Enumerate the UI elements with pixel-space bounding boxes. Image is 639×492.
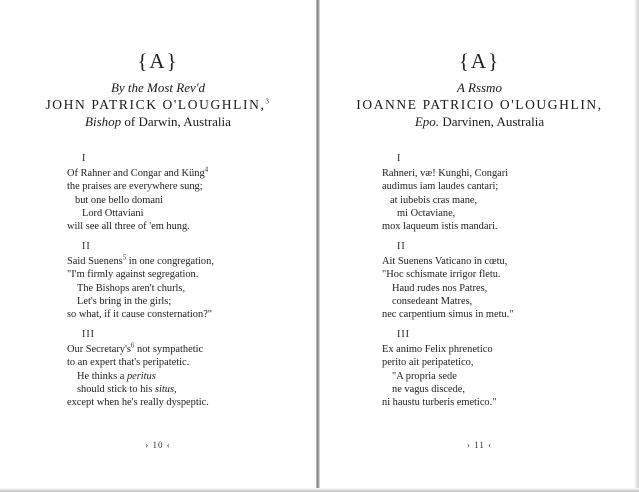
stanza-2: [67, 240, 214, 321]
verse-line: [67, 383, 209, 396]
verse-text: Our Secretary's: [67, 344, 131, 356]
stanza-numeral: I: [82, 153, 87, 164]
verse-line: "A propria sede: [392, 370, 457, 382]
verse-line: at iubebis cras mane,: [390, 194, 478, 206]
right-page: [320, 0, 639, 492]
verse-line: mi Octaviane,: [397, 207, 456, 219]
author-title: [320, 114, 639, 130]
verse-italic: situs,: [154, 383, 177, 395]
footnote-ref: 6: [130, 341, 135, 350]
stanza-2: [382, 240, 514, 321]
stanza-numeral: II: [82, 241, 91, 252]
verse-text: should stick to his: [77, 383, 155, 395]
verse-line: Ex animo Felix phrenetico: [382, 344, 493, 356]
verse-line: [67, 343, 209, 356]
author-title: [0, 114, 316, 130]
verse-line: but one bello domani: [75, 194, 164, 206]
verse-line: The Bishops aren't churls,: [77, 282, 186, 294]
author-title-rest: of Darwin, Australia: [121, 114, 231, 129]
author-name: [0, 97, 316, 113]
stanza-1: [382, 152, 508, 233]
author-byline: A Rssmo: [457, 80, 502, 95]
verse-line: to an expert that's peripatetic.: [67, 357, 190, 369]
stanza-numeral: II: [397, 241, 406, 252]
verse-text: not sympathetic: [134, 344, 204, 356]
verse-line: "I'm firmly against segregation.: [67, 269, 199, 281]
page-edge-shadow: [634, 0, 639, 492]
verse-line: Lord Ottaviani: [82, 207, 144, 219]
stanza-1: [67, 152, 208, 233]
verse-text: in one congregation,: [126, 256, 214, 268]
verse-line: Ait Suenens Vaticano in cœtu,: [382, 256, 508, 268]
verse-line: Let's bring in the girls;: [77, 295, 172, 307]
author-title-italic: Bishop: [85, 114, 122, 129]
footnote-ref: 3: [265, 97, 271, 106]
page-bottom-shadow: [0, 488, 639, 492]
verse-line: Haud rudes nos Patres,: [392, 282, 488, 294]
stanza-numeral: III: [397, 329, 410, 340]
author-name: IOANNE PATRICIO O'LOUGHLIN,: [356, 97, 603, 112]
verse-line: consedeant Matres,: [392, 295, 473, 307]
verse-line: ni haustu turberis emetico.": [382, 397, 497, 409]
author-name-text: JOHN PATRICK O'LOUGHLIN,: [45, 97, 266, 112]
verse-line: [67, 255, 214, 268]
footnote-ref: 4: [204, 165, 209, 174]
verse-text: Of Rahner and Congar and Küng: [67, 168, 205, 180]
stanza-numeral: III: [82, 329, 95, 340]
page-number: › 10 ‹: [145, 440, 171, 450]
verse-line: the praises are everywhere sung;: [67, 181, 203, 193]
verse-line: ne vagus discede,: [392, 383, 465, 395]
footnote-ref: 5: [122, 253, 127, 262]
verse-line: perito ait peripatetico,: [382, 357, 474, 369]
author-title-rest: Darvinen, Australia: [439, 114, 545, 129]
verse-line: nec carpentium simus in metu.": [382, 309, 514, 321]
verse-line: mox laqueum istis mandari.: [382, 221, 498, 233]
verse-text: He thinks a: [77, 370, 127, 382]
verse-line: so what, if it cause consternation?": [67, 309, 213, 321]
verse-line: except when he's really dyspeptic.: [67, 397, 209, 409]
stanza-3: [67, 328, 209, 409]
verse-line: audimus iam laudes cantari;: [382, 181, 499, 193]
section-letter: {A}: [458, 49, 501, 73]
verse-line: [67, 370, 209, 383]
verse-line: will see all three of 'em hung.: [67, 221, 190, 233]
left-page: [0, 0, 316, 492]
page-number: › 11 ‹: [466, 440, 493, 450]
section-letter: {A}: [137, 49, 179, 73]
verse-text: Said Suenens: [67, 256, 123, 268]
verse-italic: peritus: [126, 370, 156, 382]
verse-line: [67, 167, 208, 180]
stanza-3: [382, 328, 496, 409]
verse-line: Rahneri, væ! Kunghi, Congari: [382, 168, 509, 180]
author-byline: By the Most Rev'd: [110, 80, 206, 95]
stanza-numeral: I: [397, 153, 402, 164]
author-title-italic: Epo.: [414, 114, 440, 129]
verse-line: "Hoc schismate irrigor fletu.: [382, 269, 501, 281]
